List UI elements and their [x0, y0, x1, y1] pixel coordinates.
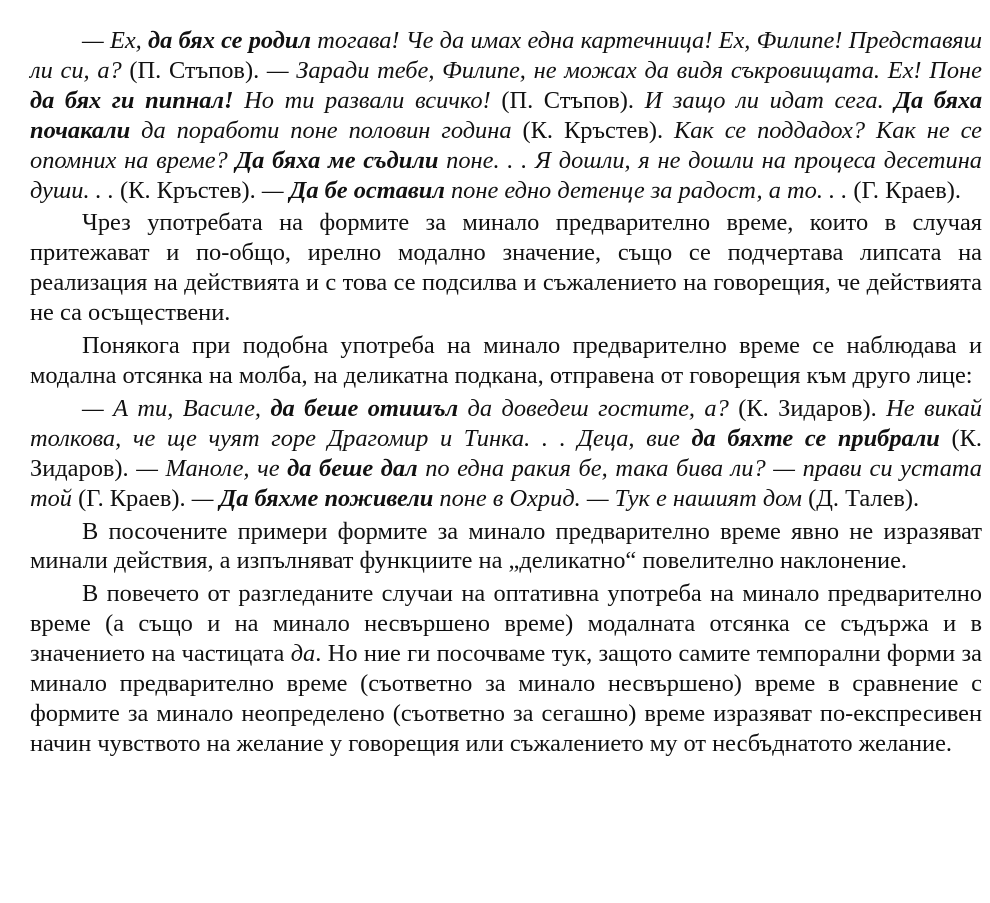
body-text: (К. Зидаров).: [30, 424, 982, 482]
italic-quote-text: да: [290, 640, 316, 668]
body-text: (К. Кръстев).: [113, 176, 262, 204]
body-text: (К. Кръстев).: [511, 116, 675, 144]
body-text: Чрез употребата на формите за минало предварително време, които в случая притежават и по-общо, ирелно модално значение, също се подчертава липсата на реализация на действията и с това се подсилва и съжалението на говорещия, че действията не са осъществени.: [30, 209, 982, 327]
bold-example-verb: да бяхте се прибрали: [691, 424, 940, 452]
body-text: (П. Стъпов).: [121, 56, 267, 84]
bold-example-verb: да бях ги пипнал!: [30, 86, 234, 114]
italic-quote-text: Не викай толкова, че ще чуят горе Драгомир и Тинка. . . Деца, вие: [30, 394, 982, 452]
bold-example-verb: да беше дал: [287, 454, 418, 482]
bold-example-verb: да бях се родил: [148, 27, 311, 54]
italic-quote-text: И защо ли идат сега.: [644, 86, 895, 114]
body-text: В посочените примери формите за минало предварително време явно не изразяват минали действия, а изпълняват функциите на „деликатно“ повелително наклонение.: [30, 517, 982, 575]
paragraph-examples-request: [30, 394, 982, 514]
body-text: В повечето от разгледаните случаи на оптативна употреба на минало предварително време (а също и на минало несвършено време) модалната отсянка се съдържа и в значението на частицата: [30, 580, 982, 668]
bold-example-verb: да беше отишъл: [270, 394, 459, 422]
italic-quote-text: тогава! Че да имах една картечница! Ех, Филипе! Представяш ли си, а?: [30, 27, 982, 84]
italic-quote-text: —: [191, 484, 220, 512]
italic-quote-text: по една ракия бе, така бива ли? — прави си устата той: [30, 454, 982, 512]
bold-example-verb: Да бе оставил: [289, 176, 445, 204]
paragraph-examples-regret: [30, 26, 982, 205]
italic-quote-text: — Маноле, че: [136, 454, 288, 482]
italic-quote-text: — А ти, Василе,: [82, 394, 271, 422]
italic-quote-text: — Заради тебе, Филипе, не можах да видя съкровищата. Ех! Поне: [266, 56, 982, 84]
body-text: (Д. Талев).: [802, 484, 920, 512]
paragraph-optative-summary: [30, 579, 982, 758]
bold-example-verb: Да бяха почакали: [30, 86, 983, 144]
italic-quote-text: —: [261, 176, 290, 204]
italic-quote-text: поне едно детенце за радост, а то. . .: [444, 176, 848, 204]
italic-quote-text: Но ти развали всичко!: [233, 86, 491, 114]
body-text: (К. Зидаров).: [728, 394, 887, 422]
italic-quote-text: — Ех,: [82, 27, 149, 54]
italic-quote-text: да поработи поне половин година: [130, 116, 512, 144]
body-text: Понякога при подобна употреба на минало предварително време се наблюдава и модална отсянка на молба, на деликатна подкана, отправена от говорещия към друго лице:: [30, 332, 982, 389]
bold-example-verb: Да бяхме поживели: [219, 484, 434, 512]
paragraph-imperative-function: [30, 517, 982, 577]
body-text: (П. Стъпов).: [490, 86, 645, 114]
italic-quote-text: поне. . . Я дошли, я не дошли на процеса десетина души. . .: [30, 146, 982, 204]
paragraph-explanation-unreal: [30, 208, 982, 328]
body-text: . Но ние ги посочваме тук, защото самите темпорални форми за минало предварително време (съответно за минало несвършено) време в сравнение с формите за минало неопределено (съответно за сегашно) време изразяват по-експресивен начин чувството на желание у говорещия или съжалението му от несбъднатото желание.: [30, 640, 982, 757]
bold-example-verb: Да бяха ме съдили: [235, 146, 439, 174]
body-text: (Г. Краев).: [72, 484, 192, 512]
body-text: (Г. Краев).: [847, 176, 961, 204]
paragraph-request-nuance: [30, 331, 982, 391]
italic-quote-text: да доведеш гостите, а?: [458, 394, 729, 422]
italic-quote-text: Как се поддадох? Как не се опомних на време?: [30, 116, 982, 174]
italic-quote-text: поне в Охрид. — Тук е нашият дом: [433, 484, 803, 512]
